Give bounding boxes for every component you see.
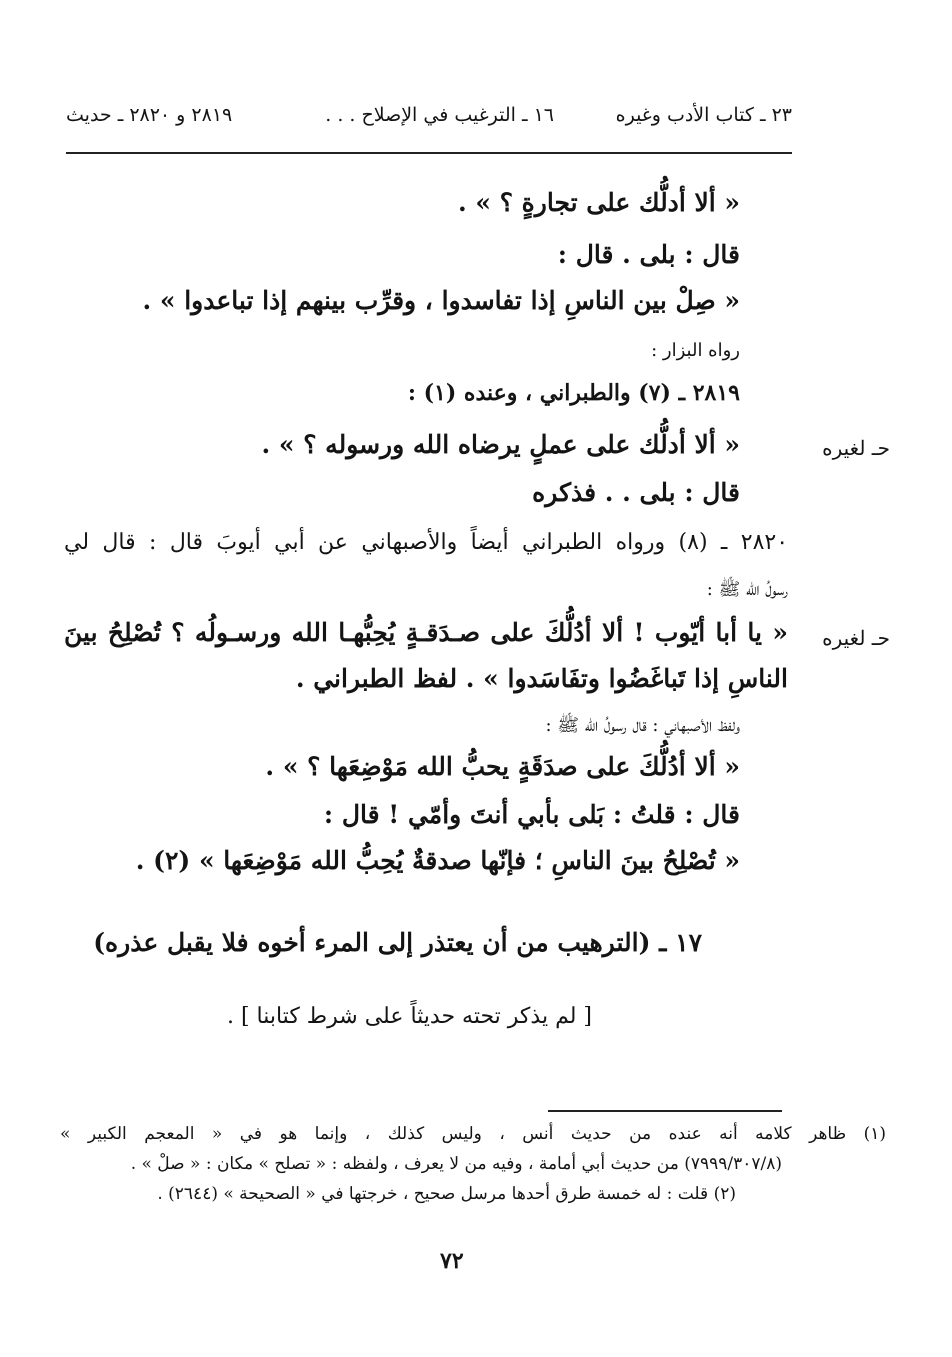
hadith-2820-heading (64, 530, 788, 555)
footnote-line: (٢) قلت : له خمسة طرق أحدها مرسل صحيح ، خرجتها في « الصحيحة » (٢٦٤٤) . (157, 1184, 736, 1204)
header-hadith-range: ٢٨١٩ و ٢٨٢٠ ـ حديث (66, 104, 233, 126)
text-line: « يا أبا أيّوب ! ألا أدُلُّكَ على صـدَقـةٍ يُحِبُّهـا الله ورسـولُه ؟ تُصْلِحُ بينَ (64, 618, 788, 647)
header-section: ١٦ ـ الترغيب في الإصلاح . . . (325, 104, 554, 126)
text-line: « صِلْ بين الناسِ إذا تفاسدوا ، وقرِّب بينهم إذا تباعدوا » . (142, 286, 740, 315)
text-line: « ألا أدلُّك على عملٍ يرضاه الله ورسوله ؟ » . (261, 430, 740, 459)
footnote-line: (١) ظاهر كلامه أنه عنده من حديث أنس ، وليس كذلك ، وإنما هو في « المعجم الكبير » (60, 1124, 886, 1144)
text-line: « تُصْلِحُ بينَ الناسِ ؛ فإنّها صدقةٌ يُحِبُّ الله مَوْضِعَها » (٢) . (135, 846, 740, 875)
text-line: قال : بلى . قال : (557, 240, 740, 269)
page-number: ٧٢ (440, 1248, 464, 1274)
header-chapter: ٢٣ ـ كتاب الأدب وغيره (615, 104, 792, 126)
hadith-2819-heading: ٢٨١٩ ـ (٧) والطبراني ، وعنده (١) : (407, 380, 740, 406)
footnote-rule (548, 1110, 782, 1112)
footnote-line: (٧٩٩٩/٣٠٧/٨) من حديث أبي أمامة ، وفيه من لا يعرف ، ولفظه : « تصلح » مكان : « صلْ » . (130, 1154, 782, 1174)
text-line: الناسِ إذا تَباغَضُوا وتفَاسَدوا » . لفظ الطبراني . (295, 664, 788, 693)
text-line: قال : قلتُ : بَلى بأبي أنتَ وأمّي ! قال : (323, 800, 740, 829)
text-line: رواه البزار : (651, 340, 740, 361)
text-line: « ألا أدُلُّكَ على صدَقَةٍ يحبُّ الله مَوْضِعَها ؟ » . (265, 752, 740, 781)
grade-label: حـ لغيره (822, 626, 890, 650)
text-block (64, 618, 788, 647)
text-line: رسولُ الله ﷺ : (706, 579, 788, 600)
text-line: « ألا أدلُّك على تجارةٍ ؟ » . (457, 188, 740, 217)
section-note: [ لم يذكر تحته حديثاً على شرط كتابنا ] . (226, 1004, 592, 1029)
text-line: قال : بلى . . فذكره (532, 478, 740, 507)
text-line: ولفظ الأصبهاني : قال رسولُ الله ﷺ : (545, 715, 740, 736)
grade-label: حـ لغيره (822, 436, 890, 460)
section-title: ١٧ ـ (الترهيب من أن يعتذر إلى المرء أخوه فلا يقبل عذره) (93, 928, 702, 957)
header-rule (66, 152, 792, 154)
footnote (60, 1124, 886, 1144)
text-line: ٢٨٢٠ ـ (٨) ورواه الطبراني أيضاً والأصبهاني عن أبي أيوبَ قال : قال لي (64, 530, 789, 555)
